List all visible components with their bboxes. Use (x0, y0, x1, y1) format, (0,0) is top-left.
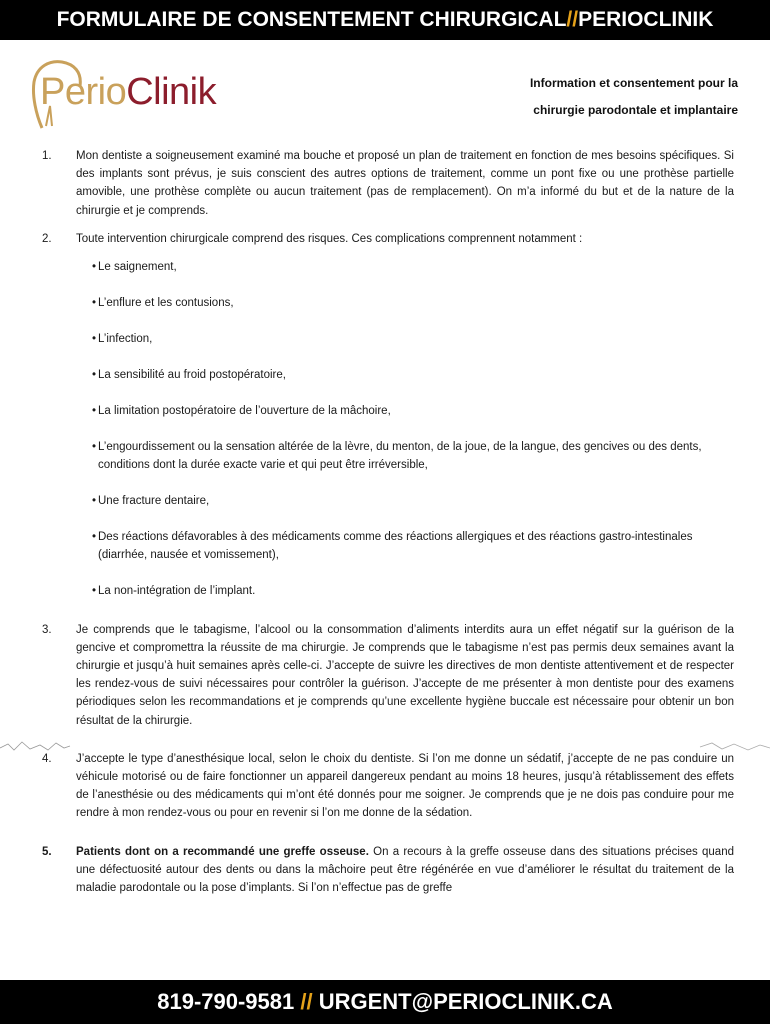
list-item (42, 582, 734, 600)
form-title: FORMULAIRE DE CONSENTEMENT CHIRURGICAL (56, 8, 567, 31)
consent-item-5 (42, 843, 734, 898)
phone-number[interactable]: 819-790-9581 (157, 989, 295, 1014)
risk-line: (diarrhée, nausée et vomissement), (98, 549, 279, 562)
list-item (42, 258, 734, 276)
subtitle-line-2: chirurgie parodontale et implantaire (533, 103, 738, 117)
clinic-name: PERIOCLINIK (578, 8, 714, 31)
periclinik-logo (28, 56, 248, 138)
item-number: 4. (42, 752, 52, 765)
footer-separator: // (300, 989, 313, 1014)
list-item (42, 438, 734, 474)
item-text (76, 843, 734, 898)
logo-part-perio: Perio (40, 71, 127, 113)
footer-bar (0, 980, 770, 1024)
list-item (42, 330, 734, 348)
list-item (42, 402, 734, 420)
item-number: 3. (42, 623, 52, 636)
risk-line: • L’enflure et les contusions, (98, 297, 234, 310)
risk-list (42, 258, 734, 601)
risk-line: • La non-intégration de l’implant. (98, 585, 256, 598)
item-number: 1. (42, 150, 52, 162)
risk-line: conditions dont la durée exacte varie et qui peut être irréversible, (98, 459, 428, 472)
risk-line: • L’engourdissement ou la sensation altérée de la lèvre, du menton, de la joue, de la langue, des gencives ou des dents, (98, 441, 702, 454)
scan-artifact (0, 738, 770, 754)
risk-line: • Le saignement, (98, 261, 177, 274)
item-text: Mon dentiste a soigneusement examiné ma bouche et proposé un plan de traitement en fonction de mes besoins spécifiques. Si des implants sont prévus, je suis conscient des autres options de traitement, comme un pont fixe ou une prothèse partielle amovible, une prothèse complète ou aucun traitement (pas de remplacement). On m’a informé du but et de la nature de la chirurgie et je comprends. (76, 150, 734, 217)
risk-line: • La limitation postopératoire de l’ouverture de la mâchoire, (98, 405, 391, 418)
logo-wordmark (40, 70, 216, 114)
item-text: Je comprends que le tabagisme, l’alcool ou la consommation d’aliments interdits aura un effet négatif sur la guérison de la gencive et compromettra la réussite de ma chirurgie. Je comprends que le tabagisme n’est pas permis deux semaines avant la chirurgie et jusqu’à huit semaines après celle-ci. J’accepte de suivre les directives de mon dentiste attentivement et de respecter les rendez-vous de suivi nécessaires pour contrôler la guérison. J’accepte de me présenter à mon dentiste pour des examens périodiques selon les recommandations et je comprends qu’une excellente hygiène buccale est nécessaire pour obtenir un bon résultat de la chirurgie. (76, 623, 734, 727)
consent-item-2 (42, 230, 734, 248)
item-body: On a recours à la greffe osseuse dans des situations précises quand une défectuosité autour des dents ou dans la mâchoire peut être régénérée en vue d’améliorer le résultat du traitement de la maladie parodontale ou la pose d’implants. Si l’on n’effectue pas de greffe (76, 845, 734, 895)
document-subtitle (530, 70, 738, 124)
consent-content (42, 147, 734, 897)
risk-line: • La sensibilité au froid postopératoire, (98, 369, 286, 382)
risk-line: • L’infection, (98, 333, 153, 346)
item-number: 2. (42, 232, 52, 245)
item-text: J’accepte le type d’anesthésique local, selon le choix du dentiste. Si l’on me donne un sédatif, j’accepte de ne pas conduire un véhicule motorisé ou de faire fonctionner un appareil dangereux pendant au moins 18 heures, jusqu’à rétablissement des effets de l’anesthésie ou des médicaments qui m’ont été donnés pour me soigner. Je comprends que je ne dois pas conduire pour me rendre à mon rendez-vous ou pour en revenir si l’on me donne de la sédation. (76, 752, 734, 820)
consent-item-1 (42, 147, 734, 220)
risk-line: • Des réactions défavorables à des médicaments comme des réactions allergiques et des réactions gastro-intestinales (98, 531, 693, 544)
subtitle-line-1: Information et consentement pour la (529, 76, 738, 90)
list-item (42, 366, 734, 384)
item-heading: Patients dont on a recommandé une greffe osseuse. (76, 845, 369, 858)
risk-line: • Une fracture dentaire, (98, 495, 210, 508)
title-separator: // (566, 8, 579, 31)
list-item (42, 492, 734, 510)
item-number: 5. (42, 845, 52, 858)
consent-item-4 (42, 750, 734, 823)
urgent-email[interactable]: URGENT@PERIOCLINIK.CA (318, 989, 613, 1014)
header-bar (0, 0, 770, 40)
list-item (42, 528, 734, 564)
item-text: Toute intervention chirurgicale comprend des risques. Ces complications comprennent notamment : (76, 232, 583, 245)
consent-item-3 (42, 621, 734, 730)
logo-part-clinik: Clinik (126, 71, 217, 113)
list-item (42, 294, 734, 312)
